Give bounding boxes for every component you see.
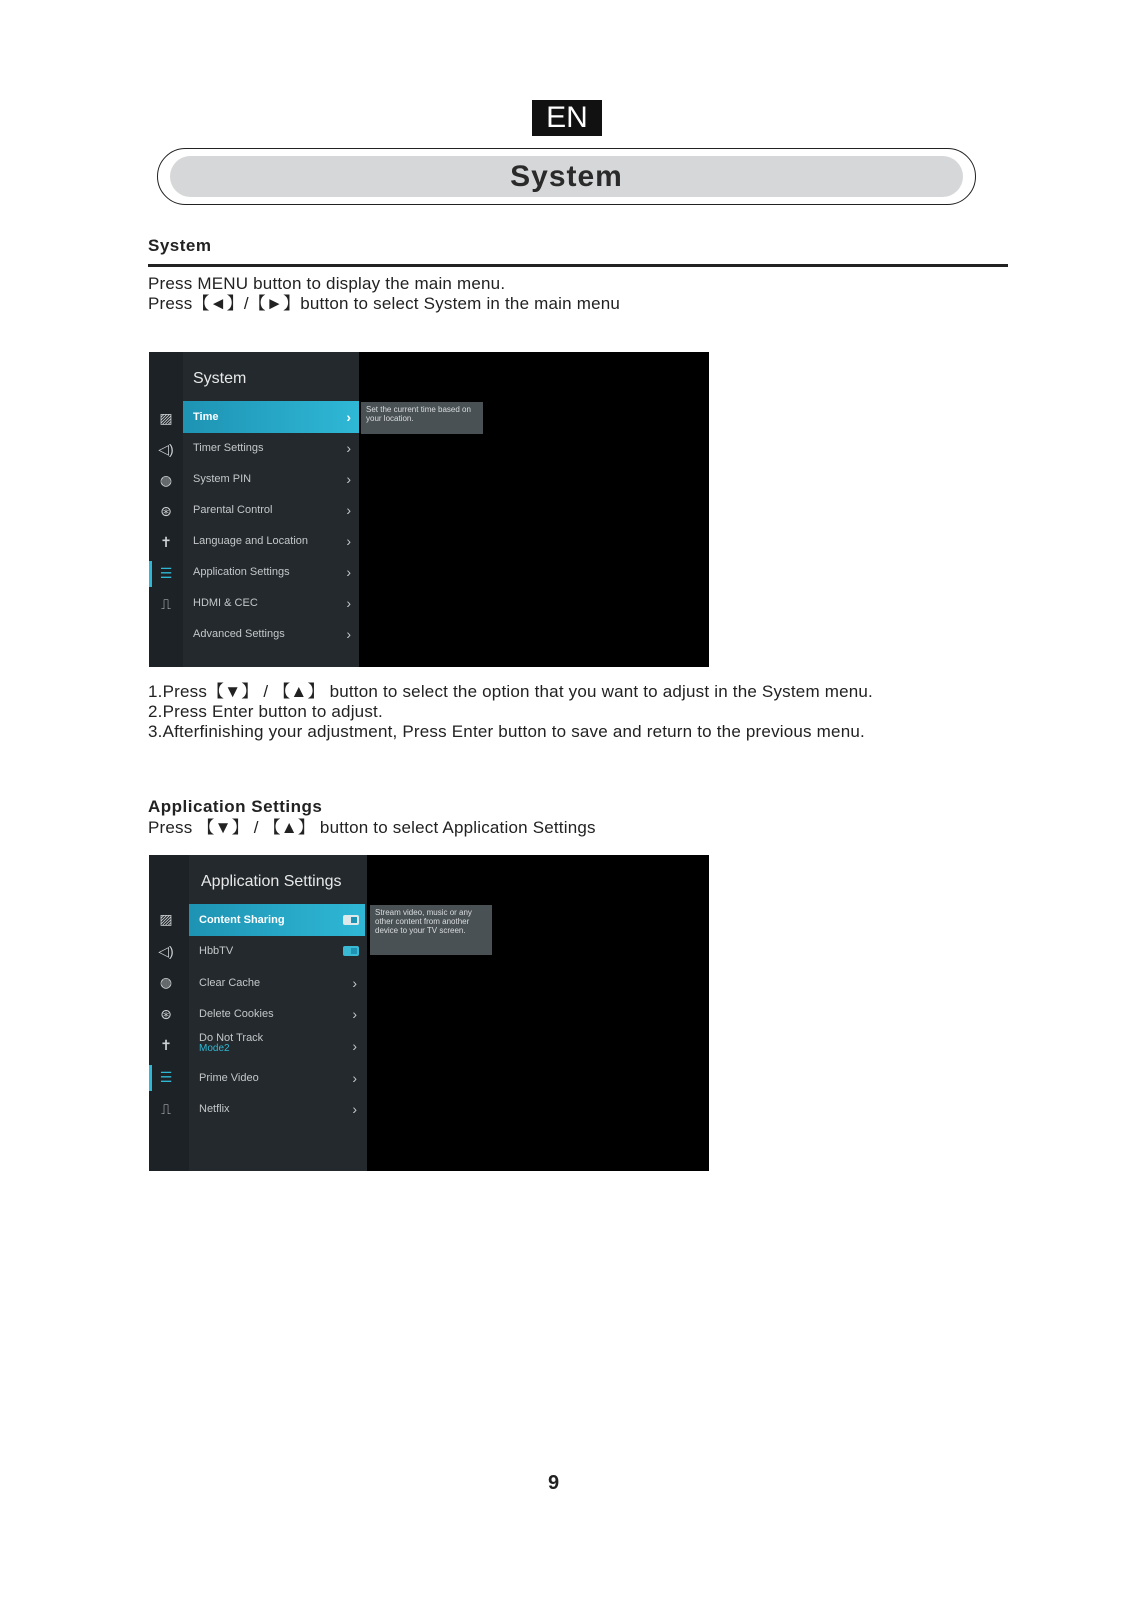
section-title-application-settings: Application Settings — [148, 797, 323, 816]
menu-item-delete-cookies[interactable] — [189, 998, 365, 1030]
menu-item-label: Application Settings — [193, 566, 290, 578]
toggle-checkbox-icon[interactable] — [343, 946, 359, 956]
accessibility-icon[interactable]: ✝ — [160, 534, 172, 550]
chevron-right-icon: › — [346, 502, 351, 518]
intro-line: Press【◄】/【►】button to select System in the main menu — [148, 294, 621, 313]
menu-item-system-pin[interactable] — [183, 463, 359, 495]
chapter-banner — [157, 148, 976, 205]
menu-item-parental-control[interactable] — [183, 494, 359, 526]
menu-item-content-sharing[interactable] — [189, 904, 365, 936]
menu-item-label: Timer Settings — [193, 442, 264, 454]
application-settings-instruction — [148, 818, 596, 838]
intro-line: Press MENU button to display the main menu. — [148, 274, 506, 293]
chevron-right-icon: › — [352, 1070, 357, 1086]
menu-item-hdmi-cec[interactable] — [183, 587, 359, 619]
tv-icon[interactable]: ⎍ — [161, 596, 171, 612]
icon-rail — [149, 352, 183, 667]
chevron-right-icon: › — [346, 595, 351, 611]
active-indicator — [149, 1065, 152, 1091]
chevron-right-icon: › — [346, 626, 351, 642]
content-sharing-tooltip: Stream video, music or any other content from another device to your TV screen. — [370, 905, 492, 955]
channel-icon[interactable]: ⊛ — [160, 503, 172, 519]
step-line: 1.Press【▼】 / 【▲】 button to select the option that you want to adjust in the System menu. — [148, 682, 873, 701]
chevron-right-icon: › — [346, 471, 351, 487]
tv-icon[interactable]: ⎍ — [161, 1101, 171, 1117]
menu-item-label: Parental Control — [193, 504, 273, 516]
system-menu-screenshot — [149, 352, 709, 667]
network-icon[interactable]: ◍ — [159, 974, 173, 990]
menu-item-timer-settings[interactable] — [183, 432, 359, 464]
section-rule — [148, 264, 1008, 267]
step-line: 3.Afterfinishing your adjustment, Press Enter button to save and return to the previous menu. — [148, 722, 865, 741]
menu-item-netflix[interactable] — [189, 1093, 365, 1125]
channel-icon[interactable]: ⊛ — [160, 1006, 172, 1022]
menu-item-clear-cache[interactable] — [189, 967, 365, 999]
menu-item-language-location[interactable] — [183, 525, 359, 557]
menu-item-label: Content Sharing — [199, 914, 285, 926]
menu-item-label: Time — [193, 411, 219, 423]
language-badge: EN — [532, 100, 602, 136]
steps-text — [148, 682, 873, 742]
chevron-right-icon: › — [352, 1006, 357, 1022]
step-line: 2.Press Enter button to adjust. — [148, 702, 383, 721]
menu-item-prime-video[interactable] — [189, 1062, 365, 1094]
picture-icon[interactable]: ▨ — [159, 911, 173, 927]
chapter-title: System — [170, 156, 963, 197]
time-tooltip: Set the current time based on your location. — [361, 402, 483, 434]
application-settings-screenshot — [149, 855, 709, 1171]
section-title-system: System — [148, 236, 212, 255]
menu-item-label: HDMI & CEC — [193, 597, 258, 609]
menu-item-label: HbbTV — [199, 945, 234, 957]
network-icon[interactable]: ◍ — [159, 472, 173, 488]
menu-item-label: System PIN — [193, 473, 252, 485]
menu-item-advanced-settings[interactable] — [183, 618, 359, 650]
chevron-right-icon: › — [346, 533, 351, 549]
intro-text — [148, 274, 620, 314]
menu-item-label: Prime Video — [199, 1072, 259, 1084]
menu-item-label: Clear Cache — [199, 977, 261, 989]
menu-item-do-not-track[interactable] — [189, 1030, 365, 1062]
menu-item-label: Netflix — [199, 1103, 230, 1115]
page-number: 9 — [548, 1472, 560, 1494]
chevron-right-icon: › — [346, 564, 351, 580]
icon-rail — [149, 855, 189, 1171]
system-menu-panel — [183, 352, 359, 667]
chevron-right-icon: › — [346, 409, 351, 425]
chevron-right-icon: › — [346, 440, 351, 456]
chevron-right-icon: › — [352, 975, 357, 991]
application-settings-panel — [189, 855, 367, 1171]
toggle-checkbox-icon[interactable] — [343, 915, 359, 925]
menu-item-time[interactable] — [183, 401, 359, 433]
chevron-right-icon: › — [352, 1038, 357, 1054]
menu-item-label: Advanced Settings — [193, 628, 285, 640]
menu-item-label: Do Not Track — [199, 1032, 264, 1044]
menu-item-value: Mode2 — [199, 1043, 230, 1054]
menu-item-label: Language and Location — [193, 535, 308, 547]
menu-title: System — [193, 370, 247, 387]
active-indicator — [149, 561, 152, 587]
instruction-line: Press 【▼】 / 【▲】 button to select Application Settings — [148, 818, 596, 837]
menu-item-application-settings[interactable] — [183, 556, 359, 588]
menu-title: Application Settings — [201, 873, 342, 890]
system-icon[interactable]: ☰ — [159, 565, 173, 581]
chevron-right-icon: › — [352, 1101, 357, 1117]
menu-item-label: Delete Cookies — [199, 1008, 274, 1020]
system-icon[interactable]: ☰ — [159, 1069, 173, 1085]
accessibility-icon[interactable]: ✝ — [160, 1037, 172, 1053]
sound-icon[interactable]: ◁) — [158, 441, 174, 457]
sound-icon[interactable]: ◁) — [158, 943, 174, 959]
picture-icon[interactable]: ▨ — [159, 410, 173, 426]
menu-item-hbbtv[interactable] — [189, 935, 365, 967]
